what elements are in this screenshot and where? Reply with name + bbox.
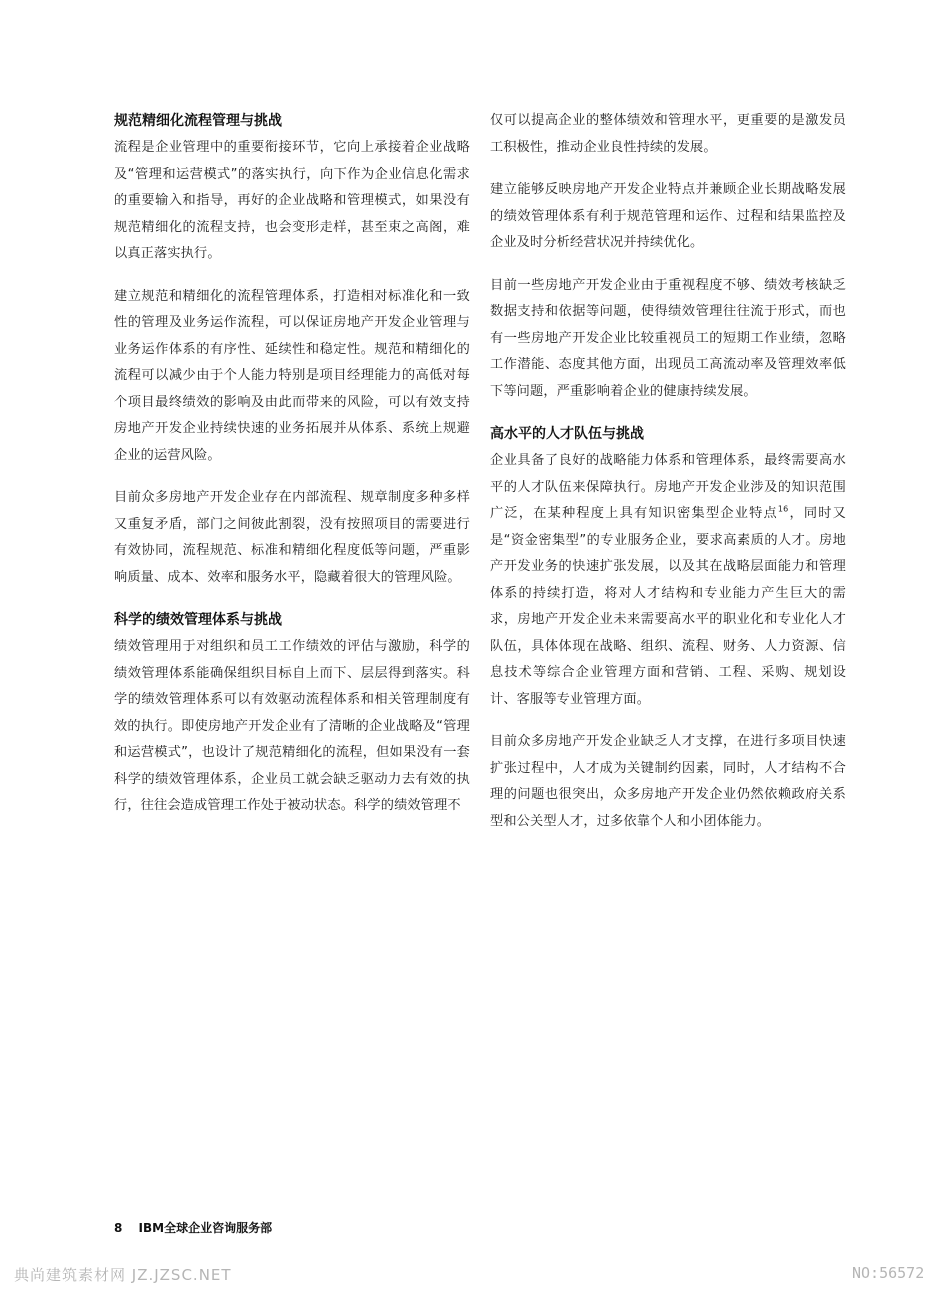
footer-org: IBM全球企业咨询服务部 [138, 1221, 273, 1235]
paragraph: 目前一些房地产开发企业由于重视程度不够、绩效考核缺乏数据支持和依据等问题，使得绩效管理往往流于形式，而也有一些房地产开发企业比较重视员工的短期工作业绩，忽略工作潜能、态度其他方面，出现员工高流动率及管理效率低下等问题，严重影响着企业的健康持续发展。 [490, 277, 846, 399]
footnote-ref[interactable]: 16 [777, 504, 789, 514]
paragraph [490, 448, 846, 713]
paragraph: 建立能够反映房地产开发企业特点并兼顾企业长期战略发展的绩效管理体系有利于规范管理和运作、过程和结果监控及企业及时分析经营状况并持续优化。 [490, 182, 846, 250]
watermark-left: 典尚建筑素材网 JZ.JZSC.NET [14, 1266, 232, 1284]
paragraph: 目前众多房地产开发企业缺乏人才支撑，在进行多项目快速扩张过程中，人才成为关键制约因素，同时，人才结构不合理的问题也很突出，众多房地产开发企业仍然依赖政府关系型和公关型人才，过多依靠个人和小团体能力。 [490, 734, 846, 829]
page-number: 8 [114, 1221, 123, 1235]
watermark-right: NO:56572 [852, 1264, 925, 1282]
left-column [114, 108, 470, 836]
paragraph: 目前众多房地产开发企业存在内部流程、规章制度多种多样又重复矛盾，部门之间彼此割裂，没有按照项目的需要进行有效协同，流程规范、标准和精细化程度低等问题，严重影响质量、成本、效率和服务水平，隐藏着很大的管理风险。 [114, 490, 470, 585]
paragraph: 绩效管理用于对组织和员工工作绩效的评估与激励，科学的绩效管理体系能确保组织目标自上而下、层层得到落实。科学的绩效管理体系可以有效驱动流程体系和相关管理制度有效的执行。即使房地产开发企业有了清晰的企业战略及“管理和运营模式”，也设计了规范精细化的流程，但如果没有一套科学的绩效管理体系，企业员工就会缺乏驱动力去有效的执行，往往会造成管理工作处于被动状态。科学的绩效管理不 [114, 639, 470, 813]
page-footer [114, 1219, 272, 1236]
paragraph: 仅可以提高企业的整体绩效和管理水平，更重要的是激发员工积极性，推动企业良性持续的发展。 [490, 113, 846, 155]
right-column [490, 108, 846, 851]
paragraph: 流程是企业管理中的重要衔接环节，它向上承接着企业战略及“管理和运营模式”的落实执行，向下作为企业信息化需求的重要输入和指导，再好的企业战略和管理模式，如果没有规范精细化的流程支持，也会变形走样，甚至束之高阁，难以真正落实执行。 [114, 140, 470, 261]
paragraph-text: 企业具备了良好的战略能力体系和管理体系，最终需要高水平的人才队伍来保障执行。房地产开发企业涉及的知识范围广泛，在某种程度上具有知识密集型企业特点 [490, 453, 846, 521]
paragraph: 建立规范和精细化的流程管理体系，打造相对标准化和一致性的管理及业务运作流程，可以保证房地产开发企业管理与业务运作体系的有序性、延续性和稳定性。规范和精细化的流程可以减少由于个人能力特别是项目经理能力的高低对每个项目最终绩效的影响及由此而带来的风险，可以有效支持房地产开发企业持续快速的业务拓展并从体系、系统上规避企业的运营风险。 [114, 288, 470, 463]
section-heading-talent: 高水平的人才队伍与挑战 [490, 426, 644, 442]
section-heading-process: 规范精细化流程管理与挑战 [114, 113, 282, 129]
section-heading-performance: 科学的绩效管理体系与挑战 [114, 612, 282, 628]
paragraph-text: ，同时又是“资金密集型”的专业服务企业，要求高素质的人才。房地产开发业务的快速扩张发展，以及其在战略层面能力和管理体系的持续打造，将对人才结构和专业能力产生巨大的需求，房地产开发企业未来需要高水平的职业化和专业化人才队伍，具体体现在战略、组织、流程、财务、人力资源、信息技术等综合企业管理方面和营销、工程、采购、规划设计、客服等专业管理方面。 [490, 506, 846, 707]
